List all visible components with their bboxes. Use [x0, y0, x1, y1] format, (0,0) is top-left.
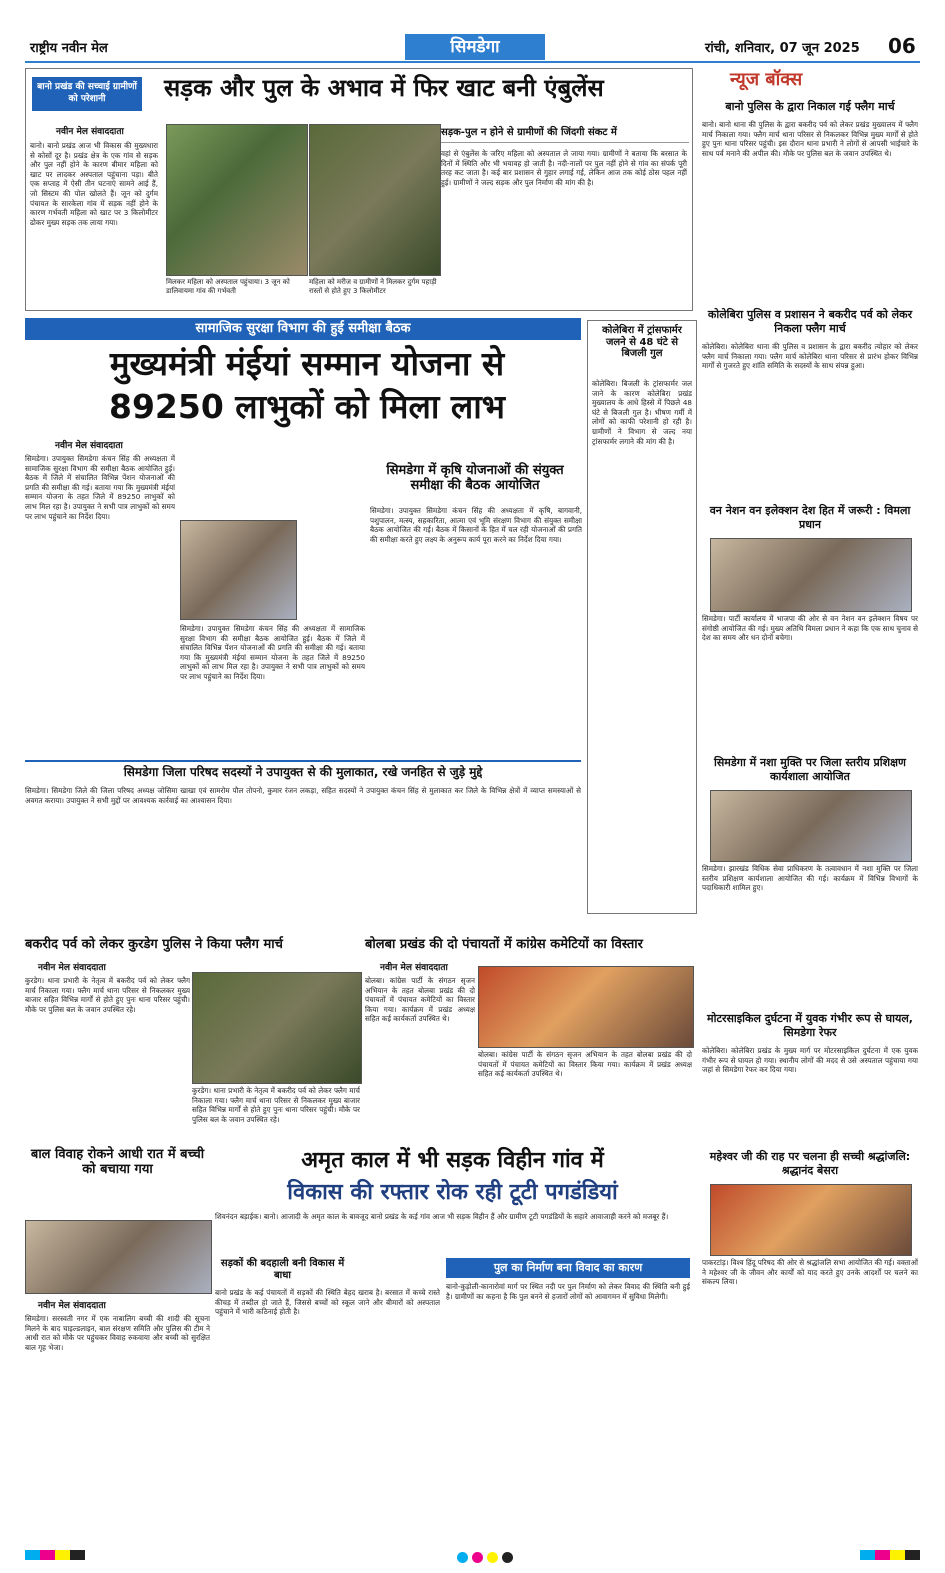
krishi-body: सिमडेगा। उपायुक्त सिमडेगा कंचन सिंह की अध्यक्षता में कृषि, बागवानी, पशुपालन, मत्स्य, सहकारिता, आत्मा एवं भूमि संरक्षण विभाग की संयुक्त समीक्षा बैठक आयोजित की गई। बैठक में किसानों के हित में चल रही योजनाओं की प्रगति की समीक्षा करते हुए लक्ष्य के अनुरूप कार्य पूरा करने का निर्देश दिया गया।: [370, 506, 582, 544]
flag-byline: नवीन मेल संवाददाता: [38, 963, 106, 973]
masthead-rule: [25, 61, 920, 63]
news-item-1-head: बानो पुलिस के द्वारा निकाल गई फ्लैग मार्च: [725, 100, 895, 113]
magenta-dot: [472, 1552, 483, 1563]
parishad-headline: सिमडेगा जिला परिषद सदस्यों ने उपायुक्त से की मुलाकात, रखे जनहित से जुड़े मुद्दे: [123, 765, 483, 779]
lead-caption-2: महिला को मरीज व ग्रामीणों ने मिलकर दुर्गम पहाड़ी रास्तों से होते हुए 3 किलोमीटर: [309, 278, 437, 295]
amrit-lead: शिवनंदन बड़ाईक। बानो। आजादी के अमृत काल के बावजूद बानो प्रखंड के कई गांव आज भी सड़क विहीन हैं और ग्रामीण टूटी पगडंडियों के सहारे आवाजाही करने को मजबूर हैं।: [215, 1212, 669, 1221]
balvivah-byline: नवीन मेल संवाददाता: [38, 1301, 106, 1311]
amrit-headline-1: अमृत काल में भी सड़क विहीन गांव में: [301, 1148, 604, 1173]
kolebira-body: कोलेबिरा। बिजली के ट्रांसफार्मर जल जाने के कारण कोलेबिरा प्रखंड मुख्यालय के आधे हिस्से में पिछले 48 घंटे से बिजली गुल है। भीषण गर्मी में लोगों को काफी परेशानी हो रही है। ग्रामीणों ने विभाग से जल्द नया ट्रांसफार्मर लगाने की मांग की है।: [592, 379, 692, 446]
amrit-sub-2: पुल का निर्माण बना विवाद का कारण: [446, 1258, 690, 1278]
lead-photo-2: [309, 124, 441, 276]
news-item-3-head: वन नेशन वन इलेक्शन देश हित में जरूरी : विमला प्रधान: [709, 504, 911, 531]
yojana-byline: नवीन मेल संवाददाता: [55, 441, 123, 451]
section-title: सिमडेगा: [405, 34, 545, 60]
news-item-6-head: महेश्वर जी की राह पर चलना ही सच्ची श्रद्धांजलि: श्रद्धानंद बेसरा: [709, 1150, 911, 1177]
lead-body-1: बानो। बानो प्रखंड आज भी विकास की मुख्यधारा से कोसों दूर है। प्रखंड क्षेत्र के एक गांव से सड़क और पुल नहीं होने के कारण बीमार महिला को खाट पर लादकर अस्पताल पहुंचाना पड़ा। बीते एक सप्ताह में ऐसी तीन घटनाएं सामने आई हैं, जो सिस्टम की पोल खोलते हैं। जून को दुर्गम पंचायत के सारकेला गांव में सड़क नहीं होने के कारण गर्भवती महिला को खाट पर 3 किलोमीटर ढोकर मुख्य सड़क तक लाया गया।: [30, 141, 158, 227]
amrit-sub-1: सड़कों की बदहाली बनी विकास में बाधा: [220, 1258, 345, 1281]
lead-headline: सड़क और पुल के अभाव में फिर खाट बनी एंबुलेंस: [164, 74, 604, 102]
lead-caption-1: मिलकर महिला को अस्पताल पहुंचाया। 3 जून को डालिवायमा गांव की गर्भवती: [166, 278, 290, 295]
news-item-5-head: मोटरसाइकिल दुर्घटना में युवक गंभीर रूप से घायल, सिमडेगा रेफर: [707, 1012, 913, 1039]
balvivah-photo: [25, 1220, 212, 1294]
news-item-2-body: कोलेबिरा। कोलेबिरा थाना की पुलिस व प्रशासन के द्वारा बकरीद त्योहार को लेकर फ्लैग मार्च निकाला गया। फ्लैग मार्च कोलेबिरा थाना परिसर से प्रारंभ होकर विभिन्न मार्गों से गुजरते हुए शांति समिति के सदस्यों के साथ संपन्न हुआ।: [702, 342, 918, 371]
yellow-dot: [487, 1552, 498, 1563]
congress-byline: नवीन मेल संवाददाता: [380, 963, 448, 973]
news-item-2-head: कोलेबिरा पुलिस व प्रशासन ने बकरीद पर्व को लेकर निकला फ्लैग मार्च: [707, 308, 913, 335]
congress-photo: [478, 966, 694, 1048]
kolebira-box: [587, 320, 697, 914]
news-item-5-body: कोलेबिरा। कोलेबिरा प्रखंड के मुख्य मार्ग पर मोटरसाइकिल दुर्घटना में एक युवक गंभीर रूप से घायल हो गया। स्थानीय लोगों की मदद से उसे अस्पताल पहुंचाया गया जहां से सिमडेगा रेफर कर दिया गया।: [702, 1046, 918, 1075]
news-item-1-body: बानो। बानो थाना की पुलिस के द्वारा बकरीद पर्व को लेकर प्रखंड मुख्यालय में फ्लैग मार्च निकाला गया। फ्लैग मार्च थाना परिसर से निकलकर विभिन्न मुख्य मार्गों से होते हुए पुनः थाना परिसर पहुंची। इस दौरान थाना प्रभारी ने लोगों से आपसी भाईचारे के साथ पर्व मनाने की अपील की। मौके पर पुलिस बल के जवान उपस्थित थे।: [702, 120, 918, 158]
balvivah-body: सिमडेगा। सरस्वती नगर में एक नाबालिग बच्ची की शादी की सूचना मिलने के बाद चाइल्डलाइन, बाल संरक्षण समिति और पुलिस की टीम ने आधी रात को मौके पर पहुंचकर विवाह रुकवाया और बच्ची को सुरक्षित बाल गृह भेजा।: [25, 1314, 210, 1352]
balvivah-headline: बाल विवाह रोकने आधी रात में बच्ची को बचाया गया: [30, 1147, 205, 1177]
congress-body-cont: बोलबा। कांग्रेस पार्टी के संगठन सृजन अभियान के तहत बोलबा प्रखंड की दो पंचायतों में पंचायत कमेटियों का विस्तार किया गया। कार्यक्रम में प्रखंड अध्यक्ष सहित कई कार्यकर्ता उपस्थित थे।: [478, 1050, 692, 1079]
yojana-photo: [180, 520, 297, 620]
parishad-body: सिमडेगा। सिमडेगा जिले की जिला परिषद अध्यक्ष जोसिमा खाखा एवं सामरोम पौल तोपनो, कुमार रंजन लकड़ा, सहित सदस्यों ने उपायुक्त कंचन सिंह से मुलाकात कर जिले के विभिन्न क्षेत्रों में व्याप्त समस्याओं से अवगत कराया। उपायुक्त ने सभी मुद्दों पर आवश्यक कार्रवाई का आश्वासन दिया।: [25, 786, 581, 805]
lead-byline: नवीन मेल संवाददाता: [56, 127, 124, 137]
news-item-6-body: पाकरटांड़। विश्व हिंदू परिषद की ओर से श्रद्धांजलि सभा आयोजित की गई। वक्ताओं ने महेश्वर जी के जीवन और कार्यों को याद करते हुए उनके आदर्शों पर चलने का संकल्प लिया।: [702, 1258, 918, 1287]
news-item-4-body: सिमडेगा। झारखंड विधिक सेवा प्राधिकरण के तत्वावधान में नशा मुक्ति पर जिला स्तरीय प्रशिक्षण कार्यशाला आयोजित की गई। कार्यक्रम में विभिन्न विभागों के पदाधिकारी शामिल हुए।: [702, 864, 918, 893]
registration-marks: [25, 1548, 920, 1562]
news-item-4-photo: [710, 790, 912, 862]
news-item-4-head: सिमडेगा में नशा मुक्ति पर जिला स्तरीय प्रशिक्षण कार्यशाला आयोजित: [714, 756, 906, 783]
news-item-3-body: सिमडेगा। पार्टी कार्यालय में भाजपा की ओर से वन नेशन वन इलेक्शन विषय पर संगोष्ठी आयोजित की गई। मुख्य अतिथि विमला प्रधान ने कहा कि एक साथ चुनाव से देश का समय और धन दोनों बचेगा।: [702, 614, 918, 643]
congress-headline: बोलबा प्रखंड की दो पंचायतों में कांग्रेस कमेटियों का विस्तार: [365, 937, 643, 952]
issue-date: रांची, शनिवार, 07 जून 2025: [705, 41, 860, 56]
yojana-bar: सामाजिक सुरक्षा विभाग की हुई समीक्षा बैठक: [25, 318, 581, 340]
lead-kicker: बानो प्रखंड की सच्चाई ग्रामीणों को परेशानी: [32, 77, 142, 111]
amrit-headline-2: विकास की रफ्तार रोक रही टूटी पगडंडियां: [287, 1180, 618, 1205]
congress-body: बोलबा। कांग्रेस पार्टी के संगठन सृजन अभियान के तहत बोलबा प्रखंड की दो पंचायतों में पंचायत कमेटियों का विस्तार किया गया। कार्यक्रम में प्रखंड अध्यक्ष सहित कई कार्यकर्ता उपस्थित थे।: [365, 976, 475, 1024]
amrit-body-1: बानो प्रखंड के कई पंचायतों में सड़कों की स्थिति बेहद खराब है। बरसात में कच्चे रास्ते कीचड़ में तब्दील हो जाते हैं, जिससे बच्चों को स्कूल जाने और बीमारों को अस्पताल पहुंचाने में भारी कठिनाई होती है।: [215, 1288, 440, 1317]
yojana-headline-1: मुख्यमंत्री मंईयां सम्मान योजना से: [109, 344, 505, 383]
news-item-3-photo: [710, 538, 912, 612]
news-box-title: न्यूज बॉक्स: [730, 69, 803, 90]
colour-dots: [455, 1548, 515, 1567]
lead-subhead: सड़क-पुल न होने से ग्रामीणों की जिंदगी संकट में: [441, 127, 689, 143]
cyan-dot: [457, 1552, 468, 1563]
yojana-body: सिमडेगा। उपायुक्त सिमडेगा कंचन सिंह की अध्यक्षता में सामाजिक सुरक्षा विभाग की समीक्षा बैठक आयोजित हुई। बैठक में जिले में संचालित विभिन्न पेंशन योजनाओं की प्रगति की समीक्षा की गई। बताया गया कि मुख्यमंत्री मंईयां सम्मान योजना के तहत जिले में 89250 लाभुकों को लाभ मिल रहा है। उपायुक्त ने सभी पात्र लाभुकों को समय पर लाभ पहुंचाने का निर्देश दिया।: [25, 454, 175, 521]
yojana-headline-2: 89250 लाभुकों को मिला लाभ: [109, 387, 505, 426]
kolebira-headline: कोलेबिरा में ट्रांसफार्मर जलने से 48 घंटे से बिजली गुल: [602, 325, 682, 359]
flag-photo: [192, 972, 362, 1084]
amrit-body-2: बानो-कुड़ोली-कानारोवां मार्ग पर स्थित नदी पर पुल निर्माण को लेकर विवाद की स्थिति बनी हुई है। ग्रामीणों का कहना है कि पुल बनने से हजारों लोगों को आवागमन में सुविधा मिलेगी।: [446, 1282, 690, 1301]
flag-body: कुरडेग। थाना प्रभारी के नेतृत्व में बकरीद पर्व को लेकर फ्लैग मार्च निकाला गया। फ्लैग मार्च थाना परिसर से निकलकर मुख्य बाजार सहित विभिन्न मार्गों से होते हुए पुनः थाना परिसर पहुंची। मौके पर पुलिस बल के जवान उपस्थित रहे।: [25, 976, 190, 1014]
colour-bar-right: [860, 1550, 920, 1560]
lead-photo-1: [166, 124, 308, 276]
black-dot: [502, 1552, 513, 1563]
paper-name: राष्ट्रीय नवीन मेल: [30, 41, 108, 56]
parishad-story: [25, 760, 581, 920]
news-item-6-photo: [710, 1184, 912, 1256]
colour-bar-left: [25, 1550, 85, 1560]
flag-body-cont: कुरडेग। थाना प्रभारी के नेतृत्व में बकरीद पर्व को लेकर फ्लैग मार्च निकाला गया। फ्लैग मार्च थाना परिसर से निकलकर मुख्य बाजार सहित विभिन्न मार्गों से होते हुए पुनः थाना परिसर पहुंची। मौके पर पुलिस बल के जवान उपस्थित रहे।: [192, 1086, 360, 1124]
krishi-headline: सिमडेगा में कृषि योजनाओं की संयुक्त समीक्षा की बैठक आयोजित: [386, 463, 564, 493]
yojana-body-cont: सिमडेगा। उपायुक्त सिमडेगा कंचन सिंह की अध्यक्षता में सामाजिक सुरक्षा विभाग की समीक्षा बैठक आयोजित हुई। बैठक में जिले में संचालित विभिन्न पेंशन योजनाओं की प्रगति की समीक्षा की गई। बताया गया कि मुख्यमंत्री मंईयां सम्मान योजना के तहत जिले में 89250 लाभुकों को लाभ मिल रहा है। उपायुक्त ने सभी पात्र लाभुकों को समय पर लाभ पहुंचाने का निर्देश दिया।: [180, 624, 365, 681]
news-box: [700, 68, 920, 1544]
lead-body-2: वहां से एंबुलेंस के जरिए महिला को अस्पताल ले जाया गया। ग्रामीणों ने बताया कि बरसात के दिनों में स्थिति और भी भयावह हो जाती है। नदी-नालों पर पुल नहीं होने से गांव का संपर्क पूरी तरह कट जाता है। कई बार प्रशासन से गुहार लगाई गई, लेकिन आज तक कोई ठोस पहल नहीं हुई। ग्रामीणों ने जल्द सड़क और पुल निर्माण की मांग की है।: [441, 149, 687, 187]
lead-story: [25, 68, 693, 311]
page-number: 06: [888, 34, 916, 58]
flag-headline: बकरीद पर्व को लेकर कुरडेग पुलिस ने किया फ्लैग मार्च: [25, 937, 283, 952]
